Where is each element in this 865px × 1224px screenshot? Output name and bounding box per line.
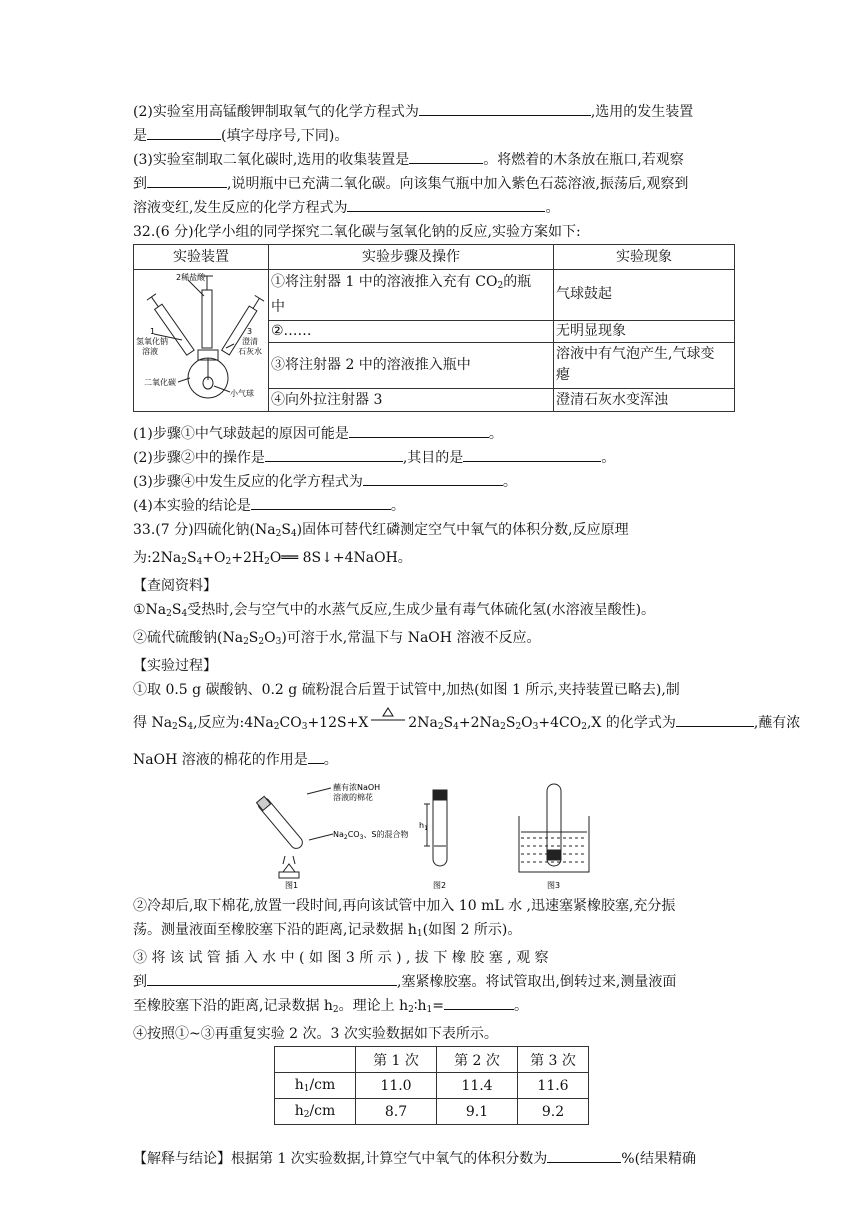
q32-sub2: (2)步骤②中的操作是 ,其目的是 。 bbox=[133, 446, 735, 470]
q31-part2-line1: (2)实验室用高锰酸钾制取氧气的化学方程式为 ,选用的发生装置 bbox=[133, 100, 735, 124]
answer-blank[interactable] bbox=[347, 197, 545, 212]
q31-part3-line3: 溶液变红,发生反应的化学方程式为 。 bbox=[133, 196, 735, 220]
table-header: 第 3 次 bbox=[518, 1047, 589, 1073]
step-3: ③将注射器 2 中的溶液推入瓶中 bbox=[269, 342, 554, 388]
answer-blank[interactable] bbox=[308, 749, 324, 764]
label-limewater: 石灰水 bbox=[238, 347, 262, 356]
q33-ref2: ②硫代硫酸钠$(Na_2S_2O_3)$可溶于水,常温下与 NaOH 溶液不反应。 bbox=[133, 630, 541, 647]
table-header: 第 2 次 bbox=[437, 1047, 518, 1073]
q32-sub4: (4)本实验的结论是 。 bbox=[133, 494, 735, 518]
caption-fig3: 图3 bbox=[547, 881, 561, 890]
label-num3: 3 bbox=[247, 327, 253, 336]
figures-1-2-3 bbox=[133, 780, 735, 890]
q33-proc1-line3: NaOH 溶液的棉花的作用是 。 bbox=[133, 748, 735, 772]
table-row bbox=[275, 1099, 589, 1125]
q32-sub1: (1)步骤①中气球鼓起的原因可能是 。 bbox=[133, 422, 735, 446]
q33-conclusion: 【解释与结论】根据第 1 次实验数据,计算空气中氧气的体积分数为 %(结果精确 bbox=[133, 1147, 735, 1171]
step-2: ②…… bbox=[269, 320, 554, 342]
answer-blank[interactable] bbox=[147, 971, 397, 986]
label-num1: 1 bbox=[150, 327, 156, 336]
caption-fig2: 图2 bbox=[433, 881, 447, 890]
label-h1: $h_1$ bbox=[419, 821, 428, 832]
answer-blank[interactable] bbox=[363, 471, 503, 486]
label-lime: 澄清 bbox=[242, 337, 258, 346]
table-header: 第 1 次 bbox=[356, 1047, 437, 1073]
q33-proc1-line2: 得 $Na_2S_4$,反应为$:4Na_2CO_3+12S+X$ $2Na_2S_4+2Na_2S_2O_3+4CO_2,X$ 的化学式为 ,蘸有浓 bbox=[133, 702, 735, 748]
q33-proc3-line3: 至橡胶塞下沿的距离,记录数据 $h_2$。理论上 $h_2∶h_1=$ 。 bbox=[133, 994, 735, 1022]
q33-proc-title: 【实验过程】 bbox=[133, 658, 217, 674]
label-hcl: 2稀盐酸 bbox=[176, 273, 206, 282]
label-mixture: $Na_2CO_3$、S的混合物 bbox=[333, 830, 409, 841]
q33-ref1: $①Na_2S_4$受热时,会与空气中的水蒸气反应,生成少量有毒气体硫化氢(水溶液呈酸性)。 bbox=[133, 602, 656, 619]
answer-blank[interactable] bbox=[463, 447, 601, 462]
answer-blank[interactable] bbox=[676, 712, 754, 727]
q31-part3-line1: (3)实验室制取二氧化碳时,选用的收集装置是 。将燃着的木条放在瓶口,若观察 bbox=[133, 148, 735, 172]
q32-intro: 32.(6 分)化学小组的同学探究二氧化碳与氢氧化钠的反应,实验方案如下: bbox=[133, 224, 581, 240]
label-cotton-b: 溶液的棉花 bbox=[333, 793, 373, 802]
answer-blank[interactable] bbox=[444, 995, 514, 1010]
q31-part2-line2: 是 (填字母序号,下同)。 bbox=[133, 124, 735, 148]
q33-proc2-line1: ②冷却后,取下棉花,放置一段时间,再向该试管中加入 10 mL 水 ,迅速塞紧橡胶塞,充分振 bbox=[133, 898, 676, 914]
q33-ref-title: 【查阅资料】 bbox=[133, 578, 217, 594]
table-cell: 9.2 bbox=[518, 1099, 589, 1125]
step-1: ①将注射器 1 中的溶液推入充有 $CO_2$的瓶 中 bbox=[269, 270, 554, 321]
q33-figures bbox=[133, 780, 735, 890]
label-balloon: 小气球 bbox=[230, 389, 254, 398]
q31-part3-line2: 到 ,说明瓶中已充满二氧化碳。向该集气瓶中加入紫色石蕊溶液,振荡后,观察到 bbox=[133, 172, 735, 196]
q33-equation: 为$:2Na_2S_4+O_2+2H_2O══$ 8S↓+4NaOH。 bbox=[133, 550, 412, 567]
q33-proc3-line2: 到 ,塞紧橡胶塞。将试管取出,倒转过来,测量液面 bbox=[133, 970, 735, 994]
table-cell: 11.6 bbox=[518, 1073, 589, 1099]
phenomenon-3: 溶液中有气泡产生,气球变 瘪 bbox=[554, 342, 735, 388]
q32-sub3: (3)步骤④中发生反应的化学方程式为 。 bbox=[133, 470, 735, 494]
table-header: 实验现象 bbox=[554, 245, 735, 270]
q33-intro: 33.(7 分)四硫化钠$(Na_2S_4)$固体可替代红磷测定空气中氧气的体积分数,反应原理 bbox=[133, 522, 629, 539]
table-header bbox=[275, 1047, 356, 1073]
table-cell: 11.4 bbox=[437, 1073, 518, 1099]
answer-blank[interactable] bbox=[251, 495, 391, 510]
answer-blank[interactable] bbox=[547, 1148, 621, 1163]
phenomenon-2: 无明显现象 bbox=[554, 320, 735, 342]
table-header: 实验装置 bbox=[134, 245, 269, 270]
label-naoh: 氢氧化钠 bbox=[136, 337, 168, 346]
answer-blank[interactable] bbox=[409, 149, 483, 164]
q33-proc1-line1: ①取 0.5 g 碳酸钠、0.2 g 硫粉混合后置于试管中,加热(如图 1 所示,夹持装置已略去),制 bbox=[133, 682, 680, 698]
phenomenon-4: 澄清石灰水变浑浊 bbox=[554, 389, 735, 412]
table-row bbox=[275, 1073, 589, 1099]
worksheet bbox=[133, 100, 801, 1171]
label-co2: 二氧化碳 bbox=[144, 378, 176, 387]
q32-experiment-table bbox=[133, 244, 735, 412]
table-cell: 9.1 bbox=[437, 1099, 518, 1125]
table-cell: 8.7 bbox=[356, 1099, 437, 1125]
apparatus-figure bbox=[134, 270, 269, 412]
q33-proc2-line2: 荡。测量液面至橡胶塞下沿的距离,记录数据 $h_1$(如图 2 所示)。 bbox=[133, 922, 522, 939]
answer-blank[interactable] bbox=[265, 447, 403, 462]
answer-blank[interactable] bbox=[147, 125, 221, 140]
step-4: ④向外拉注射器 3 bbox=[269, 389, 554, 412]
label-naoh-solution: 溶液 bbox=[142, 347, 158, 356]
caption-fig1: 图1 bbox=[285, 881, 299, 890]
co2-naoh-apparatus-diagram bbox=[134, 270, 266, 404]
table-cell: 11.0 bbox=[356, 1073, 437, 1099]
q33-data-table bbox=[274, 1046, 589, 1125]
answer-blank[interactable] bbox=[147, 173, 227, 188]
answer-blank[interactable] bbox=[349, 423, 489, 438]
phenomenon-1: 气球鼓起 bbox=[554, 270, 735, 321]
heat-condition-arrow bbox=[368, 702, 408, 744]
q33-proc4: ④按照①~③再重复实验 2 次。3 次实验数据如下表所示。 bbox=[133, 1026, 498, 1042]
row-label-h1: $h_1/cm$ bbox=[275, 1073, 356, 1099]
answer-blank[interactable] bbox=[419, 101, 591, 116]
label-cotton: 蘸有浓NaOH bbox=[333, 783, 381, 792]
table-header: 实验步骤及操作 bbox=[269, 245, 554, 270]
q33-proc3-line1: ③ 将 该 试 管 插 入 水 中 ( 如 图 3 所 示 ) , 拔 下 橡 胶 塞 , 观 察 bbox=[133, 950, 549, 966]
row-label-h2: $h_2/cm$ bbox=[275, 1099, 356, 1125]
